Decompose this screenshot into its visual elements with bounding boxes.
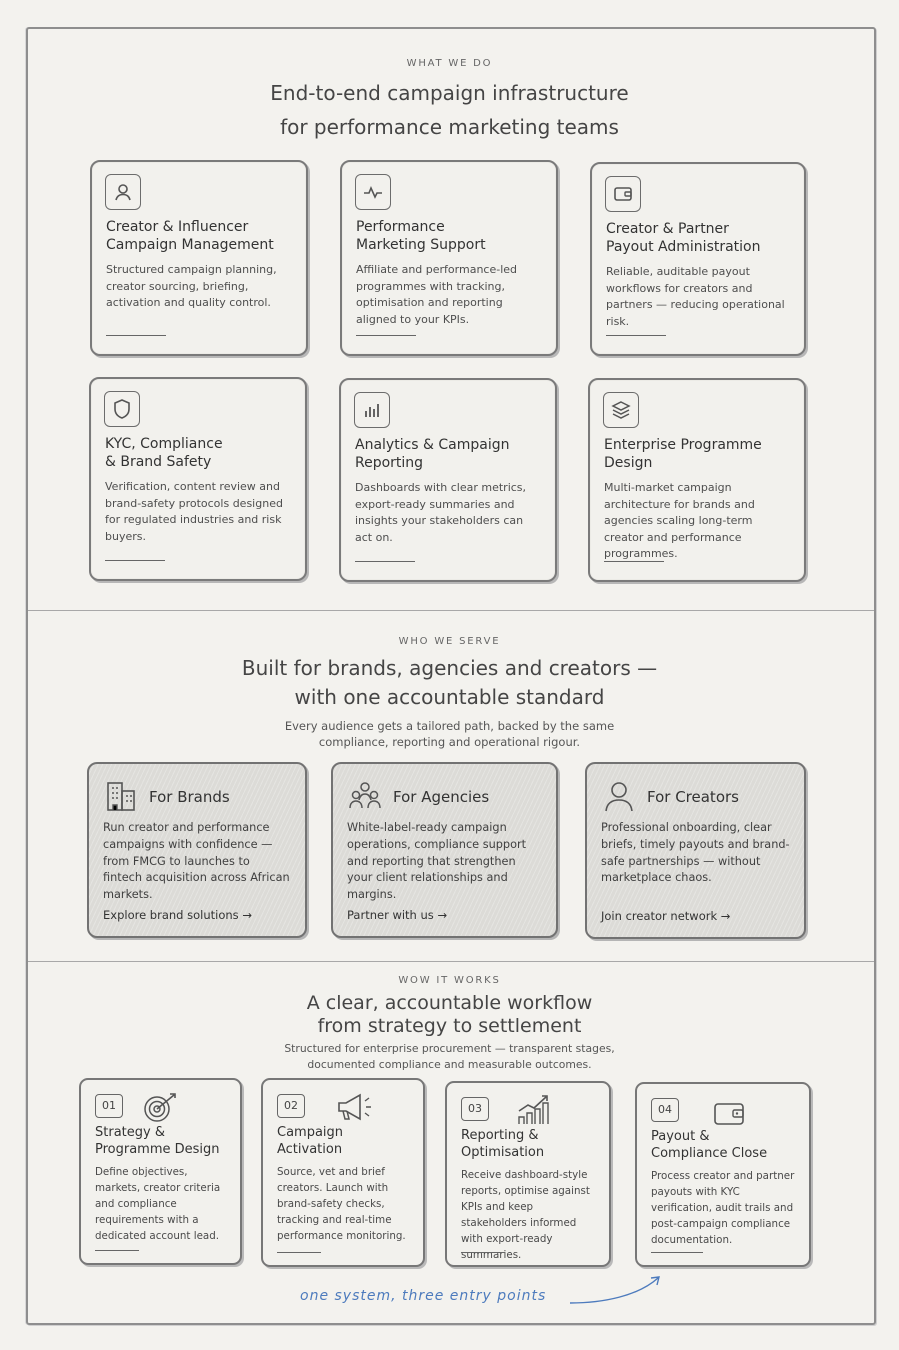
service-card-payout-administration[interactable] (590, 162, 806, 356)
step-description: Define objectives, markets, creator criteria and compliance requirements with a dedicated account lead. (95, 1166, 221, 1242)
step-description: Receive dashboard-style reports, optimise against KPIs and keep stakeholders informed with export-ready summaries. (461, 1169, 590, 1261)
wallet-icon (711, 1098, 751, 1132)
step-title: Campaign Activation (277, 1125, 344, 1157)
audience-title: For Agencies (393, 788, 490, 806)
service-title: Analytics & Campaign Reporting (355, 437, 510, 471)
team-icon (347, 778, 383, 814)
annotation-note: one system, three entry points (300, 1288, 547, 1304)
divider-stroke (356, 335, 416, 336)
service-description: Structured campaign planning, creator sourcing, briefing, activation and quality control. (106, 263, 277, 309)
service-title: Creator & Influencer Campaign Management (106, 219, 274, 253)
section-subtext-who-we-serve: Every audience gets a tailored path, backed by the same compliance, reporting and operational rigour. (284, 719, 615, 749)
service-card-performance-marketing[interactable] (340, 160, 558, 356)
growth-chart-icon (515, 1093, 555, 1127)
step-title: Payout & Compliance Close (651, 1129, 768, 1161)
divider-stroke (106, 335, 166, 336)
step-number-badge: 03 (461, 1097, 489, 1121)
audience-title: For Brands (149, 788, 230, 806)
wallet-icon (605, 176, 641, 212)
audience-description: Run creator and performance campaigns with confidence — from FMCG to launches to fintech acquisition across African markets. (103, 821, 290, 902)
service-description: Verification, content review and brand-safety protocols designed for regulated industries and risk buyers. (105, 480, 283, 543)
service-title: Creator & Partner Payout Administration (606, 221, 761, 255)
section-divider (28, 610, 874, 611)
heading-line: Built for brands, agencies and creators — (241, 656, 658, 680)
person-icon (601, 778, 637, 814)
divider-stroke (604, 561, 664, 562)
audience-card-creators[interactable] (585, 762, 806, 939)
step-description: Source, vet and brief creators. Launch with brand-safety checks, tracking and real-time performance monitoring. (277, 1166, 406, 1242)
explore-brand-solutions-link[interactable]: Explore brand solutions → (103, 908, 252, 922)
service-description: Dashboards with clear metrics, export-ready summaries and insights your stakeholders can act on. (355, 481, 527, 544)
section-divider (28, 961, 874, 962)
annotation-arrow-icon (568, 1272, 668, 1308)
partner-with-us-link[interactable]: Partner with us → (347, 908, 448, 922)
pulse-icon (355, 174, 391, 210)
divider-stroke (461, 1252, 505, 1253)
service-title: Enterprise Programme Design (604, 437, 762, 471)
service-title: KYC, Compliance & Brand Safety (105, 436, 223, 470)
section-eyebrow-what-we-do: WHAT WE DO (406, 58, 493, 69)
service-description: Multi-market campaign architecture for brands and agencies scaling long-term creator and performance programmes. (604, 481, 755, 560)
bar-chart-icon (354, 392, 390, 428)
audience-card-agencies[interactable] (331, 762, 558, 938)
section-eyebrow-who-we-serve: WHO WE SERVE (398, 636, 501, 647)
step-number-badge: 01 (95, 1094, 123, 1118)
service-card-creator-campaign[interactable] (90, 160, 308, 356)
shield-icon (104, 391, 140, 427)
service-description: Affiliate and performance-led programmes with tracking, optimisation and reporting aligned to your KPIs. (356, 263, 518, 326)
workflow-step-payout[interactable] (635, 1082, 811, 1267)
service-title: Performance Marketing Support (356, 219, 486, 253)
section-subtext-how-it-works: Structured for enterprise procurement — transparent stages, documented compliance and measurable outcomes. (284, 1042, 615, 1071)
divider-stroke (355, 561, 415, 562)
megaphone-icon (335, 1090, 375, 1124)
step-number-badge: 02 (277, 1094, 305, 1118)
target-icon (141, 1090, 181, 1124)
section-eyebrow-how-it-works: WOW IT WORKS (398, 975, 501, 986)
section-heading-how-it-works (0, 992, 899, 1038)
divider-stroke (105, 560, 165, 561)
divider-stroke (277, 1252, 321, 1253)
heading-line: for performance marketing teams (280, 115, 619, 139)
divider-stroke (95, 1250, 139, 1251)
service-card-analytics-reporting[interactable] (339, 378, 557, 582)
heading-line: from strategy to settlement (317, 1015, 582, 1037)
heading-line: with one accountable standard (294, 685, 605, 709)
layers-icon (603, 392, 639, 428)
audience-card-brands[interactable] (87, 762, 307, 938)
join-creator-network-link[interactable]: Join creator network → (601, 909, 731, 923)
section-heading-what-we-do (0, 76, 899, 144)
service-description: Reliable, auditable payout workflows for creators and partners — reducing operational risk. (606, 265, 785, 328)
step-number-badge: 04 (651, 1098, 679, 1122)
user-icon (105, 174, 141, 210)
step-title: Strategy & Programme Design (95, 1125, 220, 1157)
audience-title: For Creators (647, 788, 739, 806)
service-card-kyc-compliance[interactable] (89, 377, 307, 581)
heading-line: End-to-end campaign infrastructure (270, 81, 629, 105)
workflow-step-strategy[interactable] (79, 1078, 242, 1265)
audience-description: Professional onboarding, clear briefs, timely payouts and brand-safe partnerships — without marketplace chaos. (601, 821, 790, 885)
audience-description: White-label-ready campaign operations, compliance support and reporting that strengthen your client relationships and margins. (347, 821, 527, 902)
heading-line: A clear, accountable workflow (306, 992, 593, 1014)
building-icon (103, 778, 139, 814)
workflow-step-reporting[interactable] (445, 1081, 611, 1267)
divider-stroke (606, 335, 666, 336)
section-heading-who-we-serve (0, 654, 899, 712)
step-description: Process creator and partner payouts with KYC verification, audit trails and post-campaign compliance documentation. (651, 1170, 795, 1246)
service-card-enterprise-programme[interactable] (588, 378, 806, 582)
workflow-step-activation[interactable] (261, 1078, 425, 1267)
step-title: Reporting & Optimisation (461, 1128, 545, 1160)
divider-stroke (651, 1252, 703, 1253)
